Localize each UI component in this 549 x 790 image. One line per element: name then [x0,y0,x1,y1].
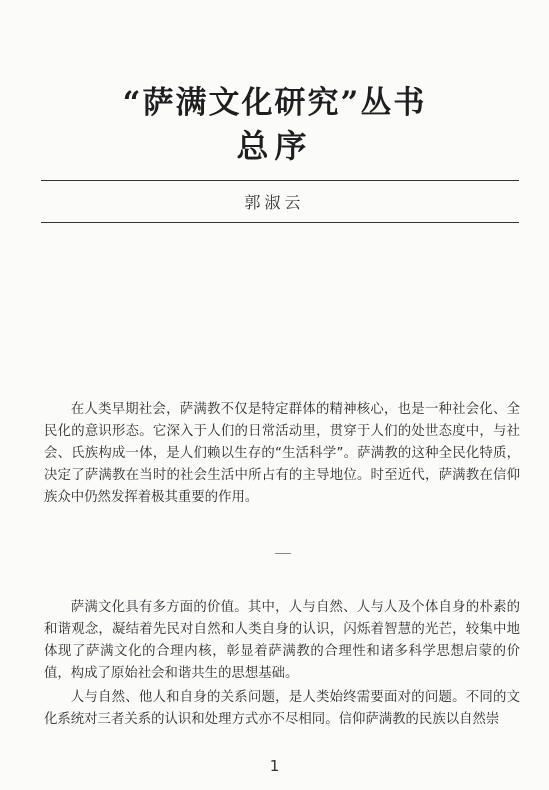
section-separator [275,553,291,554]
page-number: 1 [269,757,280,775]
body-paragraph: 萨满文化具有多方面的价值。其中，人与自然、人与人及个体自身的朴素的和谐观念，凝结着先民对自然和人类自身的认识，闪烁着智慧的光芒，较集中地体现了萨满文化的合理内核，彰显着萨满教的合理性和诸多科学思想启蒙的价值，构成了原始社会和谐共生的思想基础。 [44,600,520,681]
author-name: 郭淑云 [244,193,305,212]
body-paragraph: 人与自然、他人和自身的关系问题，是人类始终需要面对的问题。不同的文化系统对三者关系的认识和处理方式亦不尽相同。信仰萨满教的民族以自然崇 [44,690,520,727]
series-title: “萨满文化研究”丛书 [122,85,427,121]
preface-title: 总序 [236,127,313,165]
top-rule [41,180,519,181]
bottom-rule [41,222,519,223]
body-paragraph: 在人类早期社会，萨满教不仅是特定群体的精神核心，也是一种社会化、全民化的意识形态。它深入于人们的日常活动里，贯穿于人们的处世态度中，与社会、氏族构成一体，是人们赖以生存的“生活科学”。萨满教的这种全民化特质，决定了萨满教在当时的社会生活中所占有的主导地位。时至近代，萨满教在信仰族众中仍然发挥着极其重要的作用。 [44,402,520,505]
